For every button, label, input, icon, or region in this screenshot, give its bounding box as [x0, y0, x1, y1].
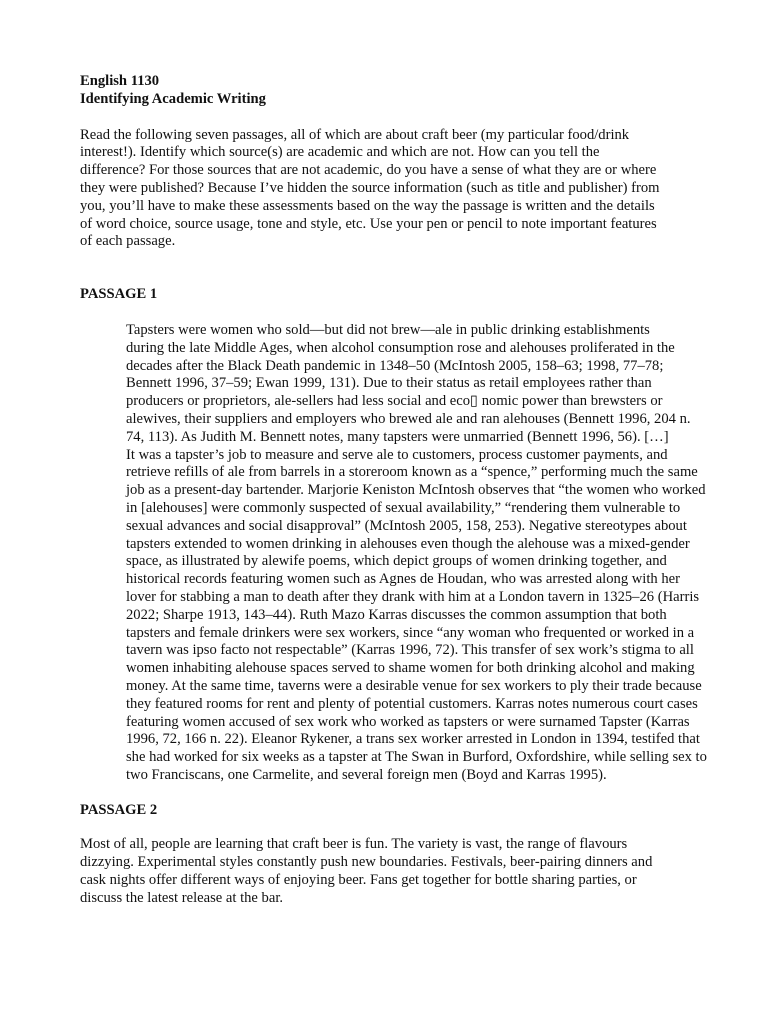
passage-1-line: featuring women accused of sex work who worked as tapsters or were surnamed Tapster (Karras [126, 713, 690, 730]
passage-1-line: Tapsters were women who sold—but did not brew—ale in public drinking establishments [126, 321, 650, 338]
passage-1-title: PASSAGE 1 [80, 286, 158, 303]
passage-1-line: It was a tapster’s job to measure and serve ale to customers, process customer payments, and [126, 446, 668, 463]
passage-2-line: Most of all, people are learning that craft beer is fun. The variety is vast, the range of flavours [80, 836, 628, 853]
passage-1-line: tapsters and female drinkers were sex workers, since “any woman who frequented or worked in a [126, 624, 695, 641]
passage-1-paragraph-2 [80, 446, 707, 785]
intro-line: of word choice, source usage, tone and style, etc. Use your pen or pencil to note important features [80, 215, 657, 232]
passage-1-line: in [alehouses] were commonly suspected of sexual availability,” “rendering them vulnerable to [126, 499, 681, 516]
passage-1-line: 2022; Sharpe 1913, 143–44). Ruth Mazo Karras discusses the common assumption that both [126, 606, 667, 623]
passage-1-line: during the late Middle Ages, when alcohol consumption rose and alehouses proliferated in the [126, 339, 675, 356]
passage-1-paragraph-1 [80, 322, 692, 447]
intro-line: interest!). Identify which source(s) are academic and which are not. How can you tell the [80, 144, 600, 161]
passage-1-line: two Franciscans, one Carmelite, and several foreign men (Boyd and Karras 1995). [126, 766, 607, 783]
passage-1-line: money. At the same time, taverns were a desirable venue for sex workers to ply their trade because [126, 677, 702, 694]
intro-line: of each passage. [80, 233, 176, 250]
passage-1-line: historical records featuring women such as Agnes de Houdan, who was arrested along with her [126, 571, 680, 588]
passage-1-line: producers or proprietors, ale-sellers had less social and eco▯ nomic power than brewsters or [126, 393, 663, 410]
passage-2-paragraph [80, 836, 692, 907]
passage-1-line: 74, 113). As Judith M. Bennett notes, many tapsters were unmarried (Bennett 1996, 56). […] [126, 428, 669, 445]
passage-1-line: women inhabiting alehouse spaces served to shame women for both drinking alcohol and making [126, 660, 695, 677]
intro-line: they were published? Because I’ve hidden the source information (such as title and publisher) from [80, 179, 660, 196]
passage-1-body [80, 321, 707, 785]
passage-1-line: tapsters extended to women drinking in alehouses even though the alehouse was a mixed-gender [126, 535, 690, 552]
passage-1-line: they featured rooms for rent and plenty of potential customers. Karras notes numerous court cases [126, 695, 698, 712]
passage-2-line: discuss the latest release at the bar. [80, 889, 284, 906]
passage-1-line: alewives, their suppliers and employers who brewed ale and ran alehouses (Bennett 1996, 204 n. [126, 410, 691, 427]
intro-paragraph [80, 127, 692, 252]
course-code: English 1130 [80, 73, 160, 89]
intro-line: you, you’ll have to make these assessments based on the way the passage is written and the details [80, 197, 655, 214]
intro-line: Read the following seven passages, all of which are about craft beer (my particular food/drink [80, 126, 630, 143]
passage-2-line: dizzying. Experimental styles constantly push new boundaries. Festivals, beer-pairing dinners and [80, 854, 653, 871]
intro-line: difference? For those sources that are not academic, do you have a sense of what they are or where [80, 162, 657, 179]
passage-1-line: retrieve refills of ale from barrels in a storeroom known as a “spence,” performing much the same [126, 464, 698, 481]
passage-1-line: sexual advances and social disapproval” (McIntosh 2005, 158, 253). Negative stereotypes about [126, 517, 687, 534]
passage-1-line: decades after the Black Death pandemic in 1348–50 (McIntosh 2005, 158–63; 1998, 77–78; [126, 357, 664, 374]
passage-1-line: tavern was ipso facto not respectable” (Karras 1996, 72). This transfer of sex work’s stigma to all [126, 642, 694, 659]
passage-2-line: cask nights offer different ways of enjoying beer. Fans get together for bottle sharing parties, or [80, 872, 637, 889]
passage-1-line: job as a present-day bartender. Marjorie Keniston McIntosh observes that “the women who worked [126, 482, 706, 499]
passage-1-line: space, as illustrated by alewife poems, which depict groups of women drinking together, and [126, 553, 667, 570]
passage-1-line: Bennett 1996, 37–59; Ewan 1999, 131). Due to their status as retail employees rather than [126, 375, 652, 392]
passage-2-title: PASSAGE 2 [80, 801, 158, 818]
document-title: Identifying Academic Writing [80, 90, 266, 107]
document-page [80, 73, 707, 908]
passage-1-line: lover for stabbing a man to death after they drank with him at a London tavern in 1325–26 (Harris [126, 588, 700, 605]
passage-1-line: 1996, 72, 166 n. 22). Eleanor Rykener, a trans sex worker arrested in London in 1394, testifed that [126, 731, 700, 748]
passage-1-line: she had worked for six weeks as a tapster at The Swan in Burford, Oxfordshire, while selling sex to [126, 749, 707, 766]
